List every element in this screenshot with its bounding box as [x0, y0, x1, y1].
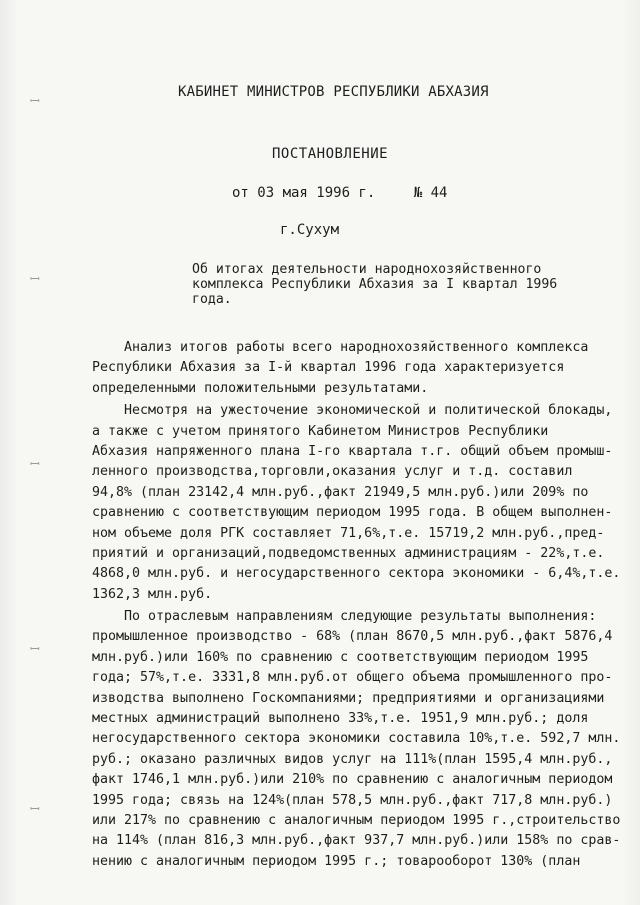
body-line: 4868,0 млн.руб. и негосударственного сектора экономики - 6,4%,т.е.: [92, 566, 621, 582]
body-line: на 114% (план 816,3 млн.руб.,факт 937,7 млн.руб.)или 158% по срав-: [92, 833, 621, 849]
paragraph-1: [92, 338, 622, 399]
margin-mark: ꟷ: [30, 642, 40, 656]
body-line: определенными положительными результатами.: [92, 380, 429, 396]
organization-header: КАБИНЕТ МИНИСТРОВ РЕСПУБЛИКИ АБХАЗИЯ: [178, 84, 489, 100]
subject-line: комплекса Республики Абхазия за I квартал 1996: [192, 277, 558, 292]
body-line: промышленное производство - 68% (план 8670,5 млн.руб.,факт 5876,4: [92, 629, 613, 645]
document-date-line: [232, 185, 447, 201]
body-line: По отраслевым направлениям следующие результаты выполнения:: [92, 609, 597, 625]
body-line: факт 1746,1 млн.руб.)или 210% по сравнению с аналогичным периодом: [92, 772, 613, 788]
body-line: приятий и организаций,подведомственных администрациям - 22%,т.е.: [92, 545, 605, 561]
paragraph-3: [92, 607, 622, 872]
body-line: изводства выполнено Госкомпаниями; предприятиями и организациями: [92, 690, 605, 706]
margin-mark: ꟷ: [30, 457, 40, 471]
body-line: а также с учетом принятого Кабинетом Министров Республики: [92, 423, 549, 439]
document-date: от 03 мая 1996 г.: [232, 185, 376, 201]
body-line: 1362,3 млн.руб.: [92, 586, 213, 602]
body-line: года; 57%,т.е. 3331,8 млн.руб.от общего объема промышленного про-: [92, 670, 613, 686]
document-number: № 44: [413, 185, 448, 201]
body-line: Республики Абхазия за I-й квартал 1996 года характеризуется: [92, 360, 565, 376]
body-line: местных администраций выполнено 33%,т.е. 1951,9 млн.руб.; доля: [92, 711, 589, 727]
subject-line: Об итогах деятельности народнохозяйственного: [192, 262, 542, 277]
body-line: нению с аналогичным периодом 1995 г.; товарооборот 130% (план: [92, 853, 581, 869]
margin-mark: ꟷ: [30, 802, 40, 816]
body-line: сравнению с соответствующим периодом 1995 года. В общем выполнен-: [92, 505, 613, 521]
body-line: ленного производства,торговли,оказания услуг и т.д. составил: [92, 464, 573, 480]
document-subject: [192, 262, 592, 307]
body-line: 94,8% (план 23142,4 млн.руб.,факт 21949,5 млн.руб.)или 209% по: [92, 484, 589, 500]
paragraph-2: [92, 401, 622, 605]
margin-mark: ꟷ: [30, 272, 40, 286]
body-line: Анализ итогов работы всего народнохозяйственного комплекса: [92, 340, 589, 355]
body-line: млн.руб.)или 160% по сравнению с соответствующим периодом 1995: [92, 649, 589, 665]
document-city: г.Сухум: [280, 222, 340, 238]
body-line: Несмотря на ужесточение экономической и политической блокады,: [92, 403, 613, 419]
body-line: или 217% по сравнению с аналогичным периодом 1995 г.,строительство: [92, 812, 621, 828]
subject-line: года.: [192, 292, 232, 307]
document-type-title: ПОСТАНОВЛЕНИЕ: [272, 146, 389, 162]
body-line: ном объеме доля РГК составляет 71,6%,т.е. 15719,2 млн.руб.,пред-: [92, 525, 605, 541]
document-body: [92, 338, 622, 872]
body-line: Абхазия напряженного плана I-го квартала т.г. общий объем промыш-: [92, 443, 613, 459]
body-line: руб.; оказано различных видов услуг на 111%(план 1595,4 млн.руб.,: [92, 751, 613, 767]
body-line: негосударственного сектора экономики составила 10%,т.е. 592,7 млн.: [92, 731, 621, 747]
margin-mark: ꟷ: [30, 94, 40, 108]
body-line: 1995 года; связь на 124%(план 578,5 млн.руб.,факт 717,8 млн.руб.): [92, 792, 613, 808]
